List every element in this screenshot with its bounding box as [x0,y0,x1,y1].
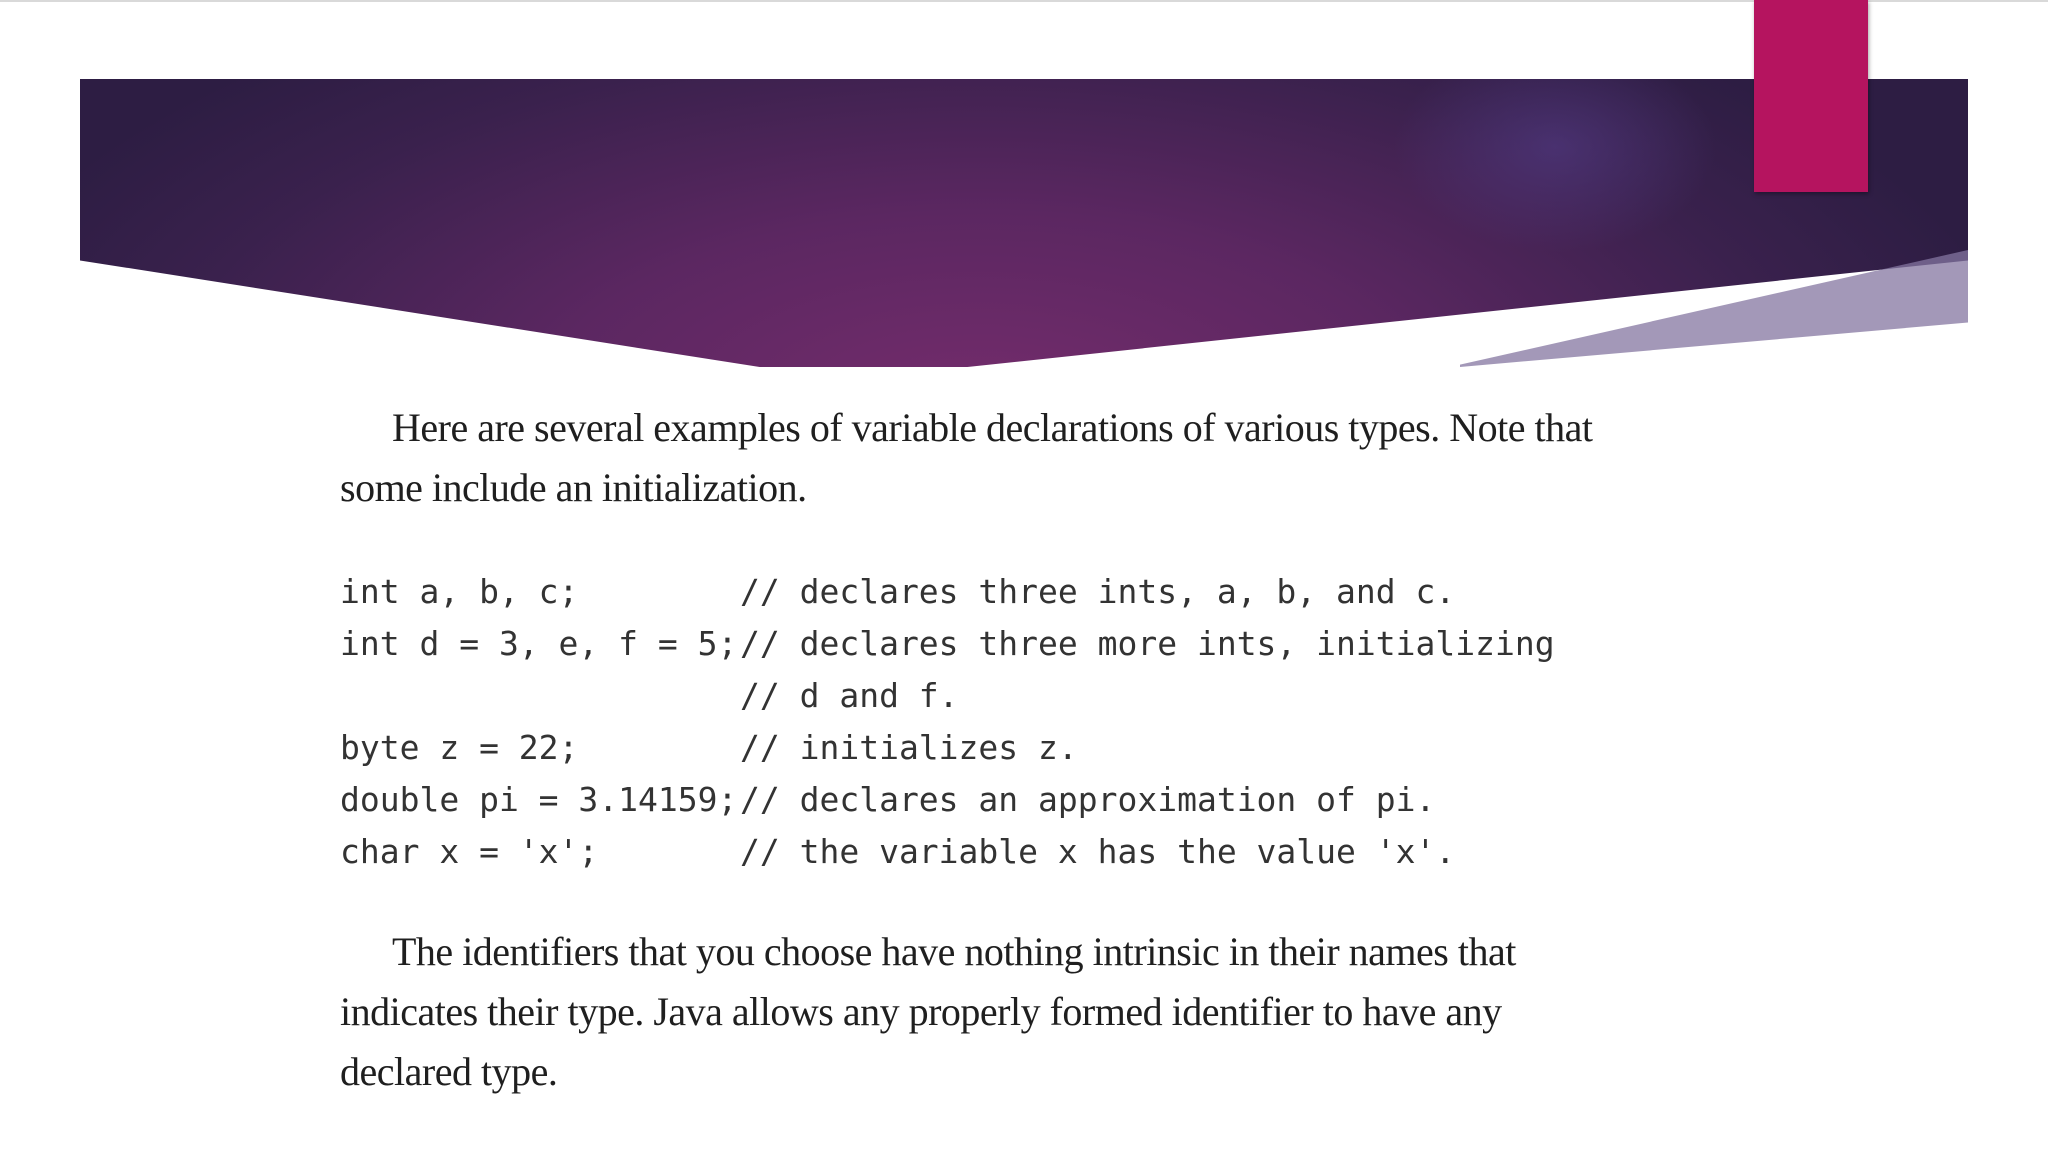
code-comment: // d and f. [740,676,959,715]
code-statement: char x = 'x'; [340,832,599,871]
code-statement: int d = 3, e, f = 5; [340,624,738,663]
intro-paragraph: Here are several examples of variable declarations of various types. Note that some include an initialization. [340,405,1593,510]
code-statement: double pi = 3.14159; [340,780,738,819]
slide-content [340,398,1620,1102]
code-line [340,722,1620,774]
code-comment: // declares an approximation of pi. [740,780,1436,819]
code-line [340,670,1620,722]
code-comment: // the variable x has the value 'x'. [740,832,1456,871]
code-statement: byte z = 22; [340,728,579,767]
code-example [340,566,1620,878]
code-line [340,826,1620,878]
code-statement: int a, b, c; [340,572,579,611]
code-line [340,618,1620,670]
closing-paragraph: The identifiers that you choose have nothing intrinsic in their names that indicates their type. Java allows any properly formed identifier to have any declared type. [340,929,1516,1094]
code-comment: // initializes z. [740,728,1078,767]
code-comment: // declares three more ints, initializing [740,624,1555,663]
code-statement [340,670,740,722]
top-rule [0,0,2048,2]
code-line [340,566,1620,618]
code-line [340,774,1620,826]
code-comment: // declares three ints, a, b, and c. [740,572,1456,611]
accent-tab [1754,0,1868,192]
